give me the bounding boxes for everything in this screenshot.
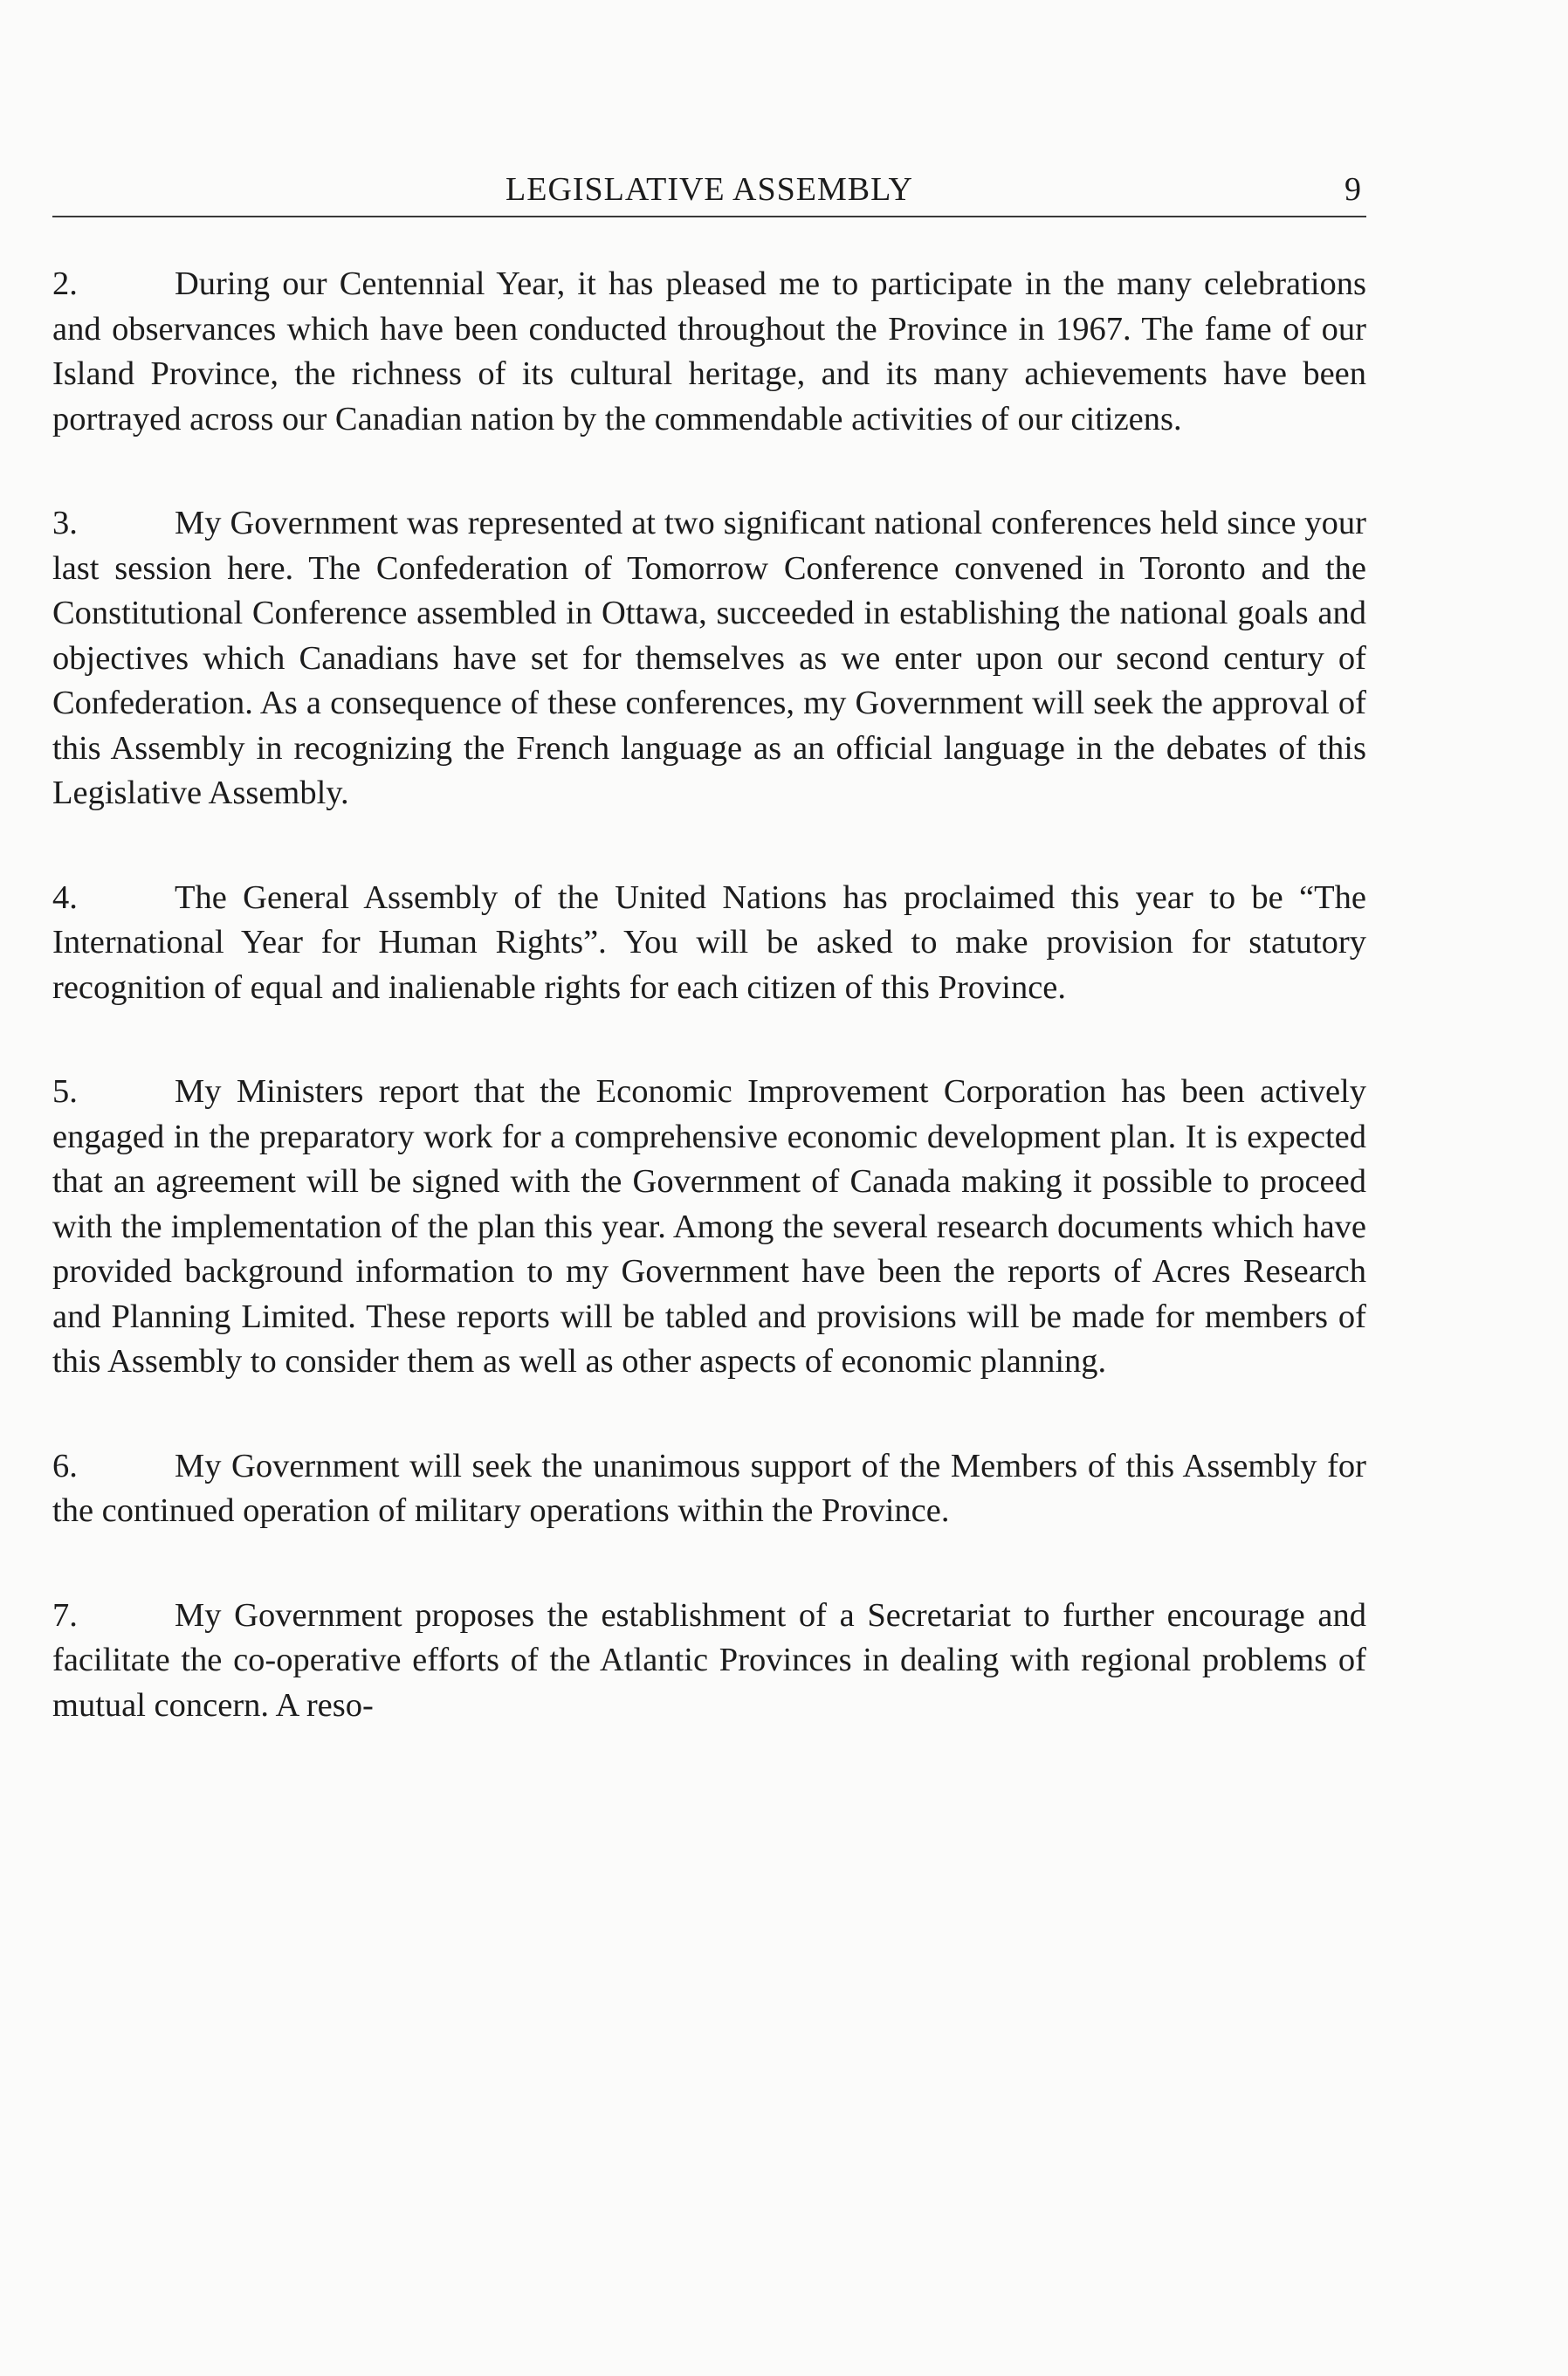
paragraph-6: [52, 1444, 1366, 1534]
paragraph-number: 4.: [52, 878, 78, 916]
paragraph-5: [52, 1070, 1366, 1385]
paragraph-4: [52, 876, 1366, 1011]
paragraph-number: 2.: [52, 265, 78, 302]
paragraph-number: 3.: [52, 505, 78, 541]
paragraph-number: 7.: [52, 1596, 78, 1634]
paragraph-text: My Government will seek the unanimous support of the Members of this Assembly for the continued operation of military operations within the Province.: [52, 1447, 1366, 1529]
paragraph-2: [52, 262, 1366, 442]
paragraph-7: [52, 1594, 1366, 1729]
paragraph-text: My Government was represented at two significant national conferences held since your last session here. The Confederation of Tomorrow Conference convened in Toronto and the Constitutional Conference assembled in Ottawa, succeeded in establishing the national goals and objectives which Canadians have set for themselves as we enter upon our second century of Confederation. As a consequence of these conferences, my Government will seek the approval of this Assembly in recognizing the French language as an official language in the debates of this Legislative Assembly.: [52, 505, 1366, 811]
paragraph-text: My Government proposes the establishment of a Secretariat to further encourage and facilitate the co-operative efforts of the Atlantic Provinces in dealing with regional problems of mutual concern. A reso-: [52, 1596, 1366, 1724]
paragraph-text: During our Centennial Year, it has pleased me to participate in the many celebrations and observances which have been conducted throughout the Province in 1967. The fame of our Island Province, the richness of its cultural heritage, and its many achievements have been portrayed across our Canadian nation by the commendable activities of our citizens.: [52, 265, 1366, 437]
page-number: 9: [1344, 171, 1361, 208]
paragraph-text: My Ministers report that the Economic Improvement Corporation has been actively engaged in the preparatory work for a comprehensive economic development plan. It is expected that an agreement will be signed with the Government of Canada making it possible to proceed with the implementation of the plan this year. Among the several research documents which have provided background information to my Government have been the reports of Acres Research and Planning Limited. These reports will be tabled and provisions will be made for members of this Assembly to consider them as well as other aspects of economic planning.: [52, 1073, 1366, 1380]
paragraph-number: 5.: [52, 1073, 78, 1110]
body-text: [52, 262, 1366, 1787]
running-header: [52, 170, 1366, 217]
paragraph-text: The General Assembly of the United Nations has proclaimed this year to be “The International Year for Human Rights”. You will be asked to make provision for statutory recognition of equal and inalienable rights for each citizen of this Province.: [52, 878, 1366, 1006]
paragraph-number: 6.: [52, 1447, 78, 1484]
paragraph-3: [52, 501, 1366, 816]
running-title: LEGISLATIVE ASSEMBLY: [505, 171, 913, 208]
